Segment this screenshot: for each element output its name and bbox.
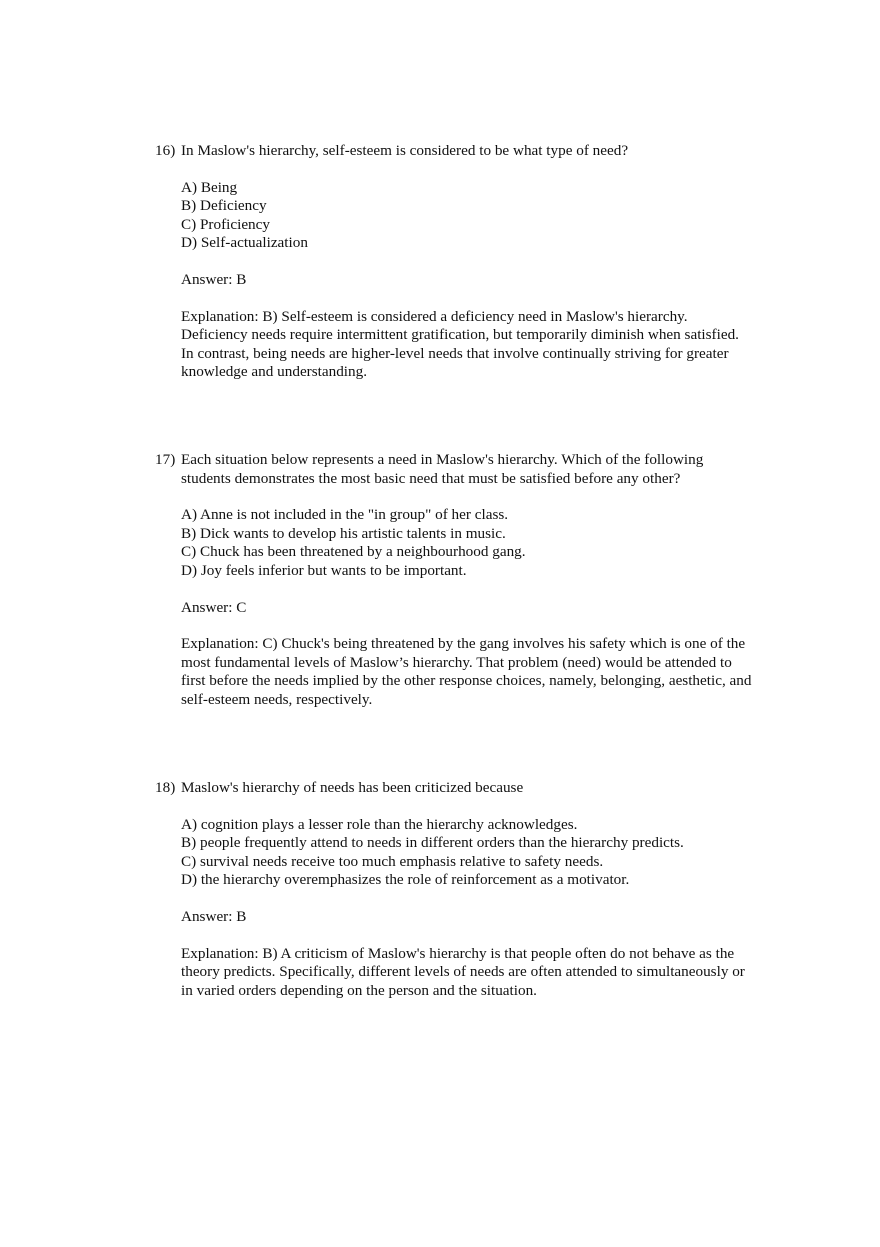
question-text: Each situation below represents a need in Maslow's hierarchy. Which of the following students demonstrates the most basic need that must be satisfied before any other? bbox=[181, 451, 704, 487]
answer: Answer: C bbox=[181, 598, 247, 616]
question-18 bbox=[155, 779, 755, 1000]
option-a: A) Anne is not included in the "in group" of her class. bbox=[181, 506, 509, 524]
answer: Answer: B bbox=[181, 270, 247, 288]
answer-options bbox=[181, 506, 755, 580]
answer: Answer: B bbox=[181, 907, 247, 925]
question-header bbox=[155, 142, 755, 161]
explanation: Explanation: B) A criticism of Maslow's hierarchy is that people often do not behave as the theory predicts. Specifically, different levels of needs are often attended to simultaneously or in varied orders depending on the person and the situation. bbox=[181, 944, 745, 999]
option-d: D) the hierarchy overemphasizes the role of reinforcement as a motivator. bbox=[181, 871, 630, 889]
option-c: C) Proficiency bbox=[181, 215, 270, 233]
option-a: A) Being bbox=[181, 178, 238, 196]
question-17 bbox=[155, 451, 755, 710]
option-d: D) Self-actualization bbox=[181, 234, 308, 252]
question-number: 16) bbox=[155, 142, 176, 159]
option-a: A) cognition plays a lesser role than the hierarchy acknowledges. bbox=[181, 815, 578, 833]
question-header bbox=[155, 451, 755, 488]
explanation: Explanation: B) Self-esteem is considered a deficiency need in Maslow's hierarchy. Deficiency needs require intermittent gratification, but temporarily diminish when satisfied. In contrast, being needs are higher-level needs that involve continually striving for greater knowledge and understanding. bbox=[181, 307, 739, 381]
question-text: Maslow's hierarchy of needs has been criticized because bbox=[181, 779, 524, 796]
answer-options bbox=[181, 816, 755, 890]
question-number: 17) bbox=[155, 451, 176, 468]
option-b: B) Dick wants to develop his artistic talents in music. bbox=[181, 524, 506, 542]
question-text: In Maslow's hierarchy, self-esteem is considered to be what type of need? bbox=[181, 142, 629, 159]
option-d: D) Joy feels inferior but wants to be important. bbox=[181, 561, 467, 579]
explanation: Explanation: C) Chuck's being threatened by the gang involves his safety which is one of the most fundamental levels of Maslow’s hierarchy. That problem (need) would be attended to first before the needs implied by the other response choices, namely, belonging, aesthetic, and self-esteem needs, respectively. bbox=[181, 635, 752, 708]
question-number: 18) bbox=[155, 779, 176, 796]
option-b: B) people frequently attend to needs in different orders than the hierarchy predicts. bbox=[181, 834, 684, 852]
question-header bbox=[155, 779, 755, 798]
option-c: C) survival needs receive too much emphasis relative to safety needs. bbox=[181, 852, 604, 870]
answer-options bbox=[181, 179, 755, 253]
option-b: B) Deficiency bbox=[181, 197, 267, 215]
option-c: C) Chuck has been threatened by a neighbourhood gang. bbox=[181, 543, 526, 561]
question-16 bbox=[155, 142, 755, 382]
